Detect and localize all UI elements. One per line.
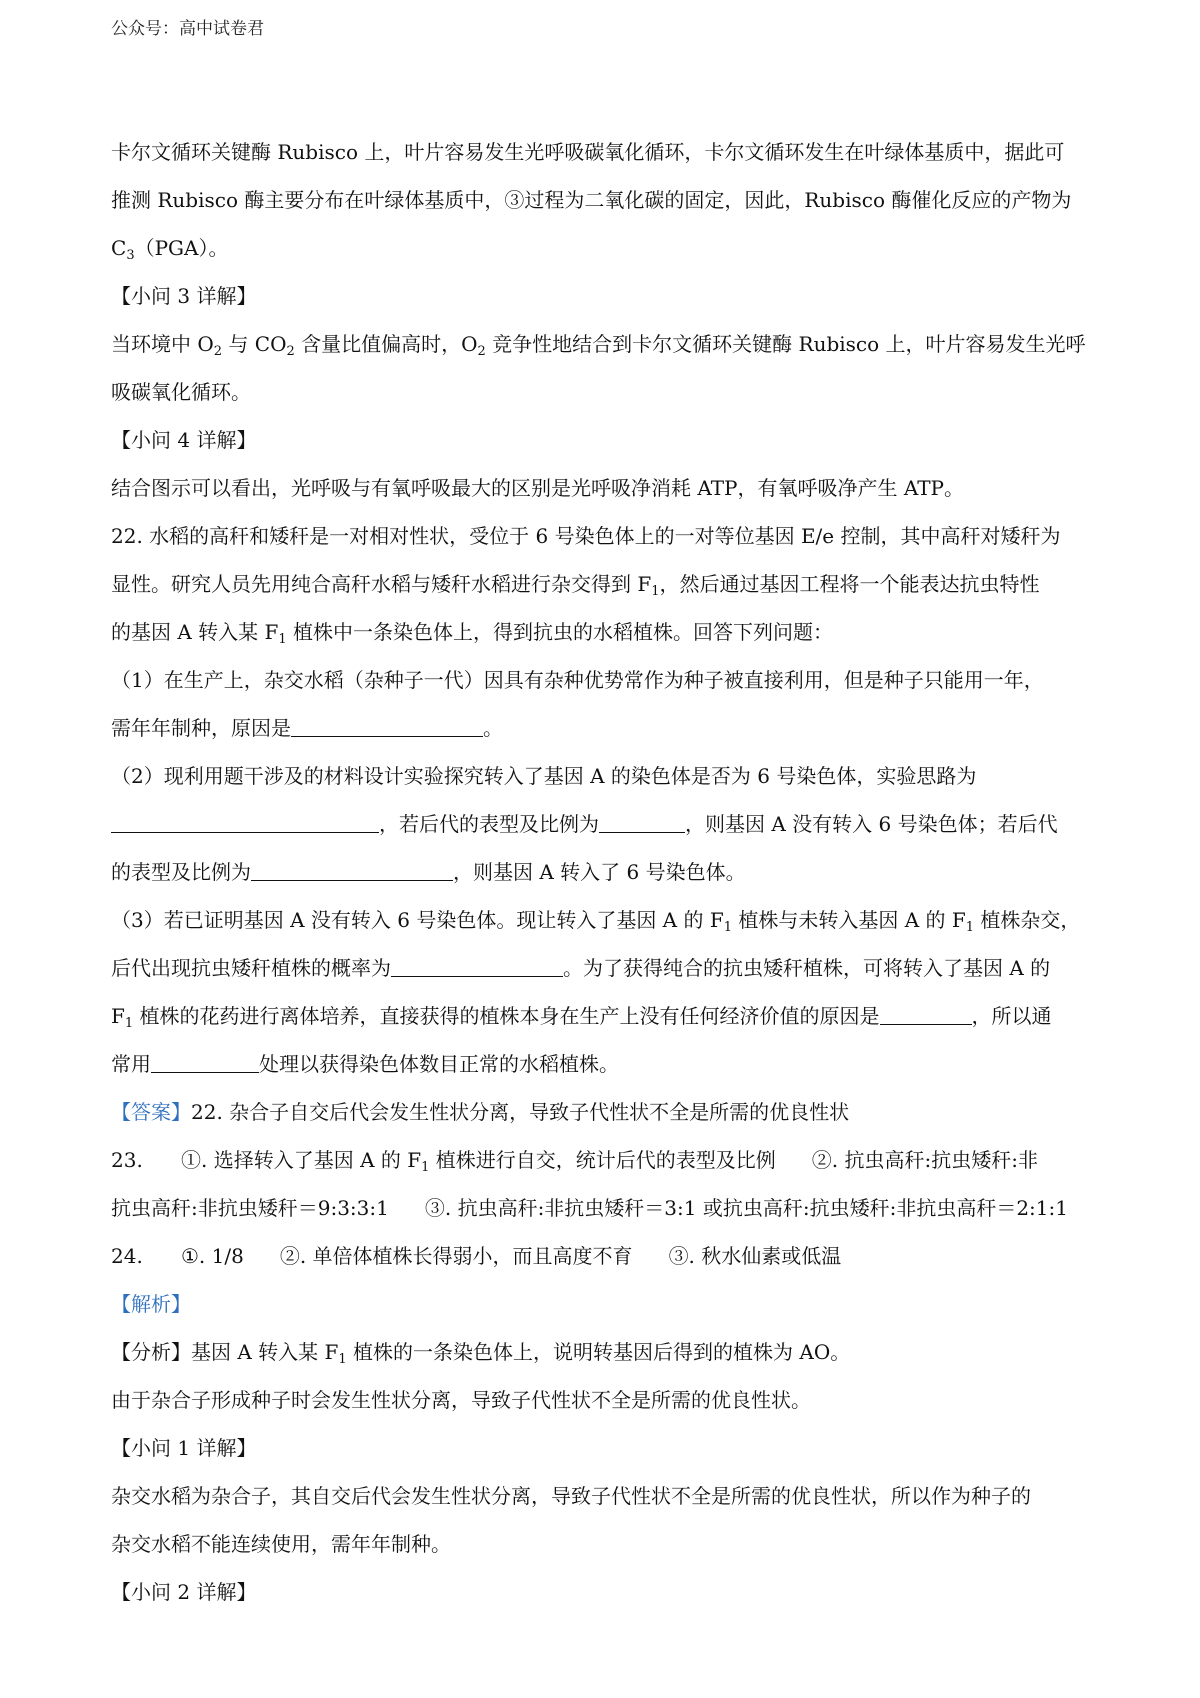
document-body: [111, 128, 1101, 1616]
text-fragment: 植株中一条染色体上，得到抗虫的水稻植株。回答下列问题：: [286, 620, 834, 644]
text-fragment: 常用: [111, 1052, 151, 1076]
subscript: 1: [965, 920, 975, 935]
text-fragment: 植株杂交，: [974, 908, 1081, 932]
text-line: 吸碳氧化循环。: [111, 380, 251, 404]
text-fragment: ，则基因 A 转入了 6 号染色体。: [453, 860, 746, 884]
text-fragment: ，所以通: [971, 1004, 1052, 1028]
answer-line: [111, 1136, 1101, 1184]
subscript: 3: [126, 248, 135, 263]
text-fragment: ②. 抗虫高秆:抗虫矮秆:非: [811, 1148, 1038, 1172]
answer-blank: [391, 954, 563, 977]
answer-number: 24.: [111, 1244, 143, 1268]
text-line: [111, 848, 1101, 896]
question-part-3: [111, 896, 1101, 944]
text-fragment: 需年年制种，原因是: [111, 716, 291, 740]
text-fragment: 显性。研究人员先用纯合高秆水稻与矮秆水稻进行杂交得到 F: [111, 572, 652, 596]
answer-blank: [151, 1050, 259, 1073]
text-line: [111, 224, 1101, 272]
text-fragment: 处理以获得染色体数目正常的水稻植株。: [259, 1052, 619, 1076]
text-fragment: 植株与未转入基因 A 的 F: [732, 908, 966, 932]
text-fragment: ，若后代的表型及比例为: [379, 812, 599, 836]
question-22-stem: 22. 水稻的高秆和矮秆是一对相对性状，受位于 6 号染色体上的一对等位基因 E/e 控制，其中高秆对矮秆为: [111, 524, 1061, 548]
text-fragment: F: [111, 1004, 125, 1028]
text-fragment: 植株进行自交，统计后代的表型及比例: [429, 1148, 776, 1172]
analysis-label: 【解析】: [111, 1292, 191, 1316]
text-fragment: 22. 杂合子自交后代会发生性状分离，导致子代性状不全是所需的优良性状: [191, 1100, 850, 1124]
text-fragment: 。: [483, 716, 503, 740]
text-fragment: C: [111, 236, 127, 260]
text-fragment: 的表型及比例为: [111, 860, 251, 884]
text-line: [111, 1328, 1101, 1376]
text-line: [111, 992, 1101, 1040]
text-line: [111, 800, 1101, 848]
subscript: 1: [421, 1160, 430, 1175]
answer-blank: [291, 714, 483, 737]
answer-blank: [251, 858, 453, 881]
text-fragment: ①. 1/8: [181, 1244, 244, 1268]
subscript: 1: [651, 584, 660, 599]
section-heading: 【小问 3 详解】: [111, 284, 257, 308]
subscript: 2: [213, 344, 223, 359]
section-heading: 【小问 4 详解】: [111, 428, 257, 452]
subscript: 1: [124, 1016, 134, 1031]
subscript: 2: [477, 344, 486, 359]
text-line: [111, 704, 1101, 752]
subscript: 1: [278, 632, 287, 647]
question-part-1: （1）在生产上，杂交水稻（杂种子一代）因具有杂种优势常作为种子被直接利用，但是种子只能用一年，: [111, 668, 1044, 692]
text-line: 卡尔文循环关键酶 Rubisco 上，叶片容易发生光呼吸碳氧化循环，卡尔文循环发生在叶绿体基质中，据此可: [111, 140, 1065, 164]
text-line: [111, 944, 1101, 992]
text-fragment: 的基因 A 转入某 F: [111, 620, 279, 644]
text-fragment: 【分析】基因 A 转入某 F: [111, 1340, 339, 1364]
subscript: 1: [338, 1352, 347, 1367]
text-line: [111, 1040, 1101, 1088]
text-line: 推测 Rubisco 酶主要分布在叶绿体基质中，③过程为二氧化碳的固定，因此，Rubisco 酶催化反应的产物为: [111, 188, 1072, 212]
text-fragment: ③. 秋水仙素或低温: [668, 1244, 842, 1268]
text-fragment: 植株的花药进行离体培养，直接获得的植株本身在生产上没有任何经济价值的原因是: [133, 1004, 880, 1028]
subscript: 1: [723, 920, 732, 935]
text-line: 杂交水稻不能连续使用，需年年制种。: [111, 1532, 451, 1556]
text-line: 结合图示可以看出，光呼吸与有氧呼吸最大的区别是光呼吸净消耗 ATP，有氧呼吸净产生 ATP。: [111, 476, 965, 500]
text-fragment: 植株的一条染色体上，说明转基因后得到的植株为 AO。: [346, 1340, 851, 1364]
text-fragment: ，则基因 A 没有转入 6 号染色体；若后代: [685, 812, 1058, 836]
text-fragment: ①. 选择转入了基因 A 的 F: [181, 1148, 422, 1172]
text-fragment: ③. 抗虫高秆:非抗虫矮秆＝3:1 或抗虫高秆:抗虫矮秆:非抗虫高秆＝2:1:1: [424, 1196, 1068, 1220]
page-header-source: 公众号：高中试卷君: [111, 19, 264, 39]
answer-blank: [599, 810, 685, 833]
answer-line: [111, 1184, 1101, 1232]
text-fragment: 抗虫高秆:非抗虫矮秆＝9:3:3:1: [111, 1196, 389, 1220]
answer-line: [111, 1088, 1101, 1136]
text-fragment: 竞争性地结合到卡尔文循环关键酶 Rubisco 上，叶片容易发生光呼: [485, 332, 1086, 356]
text-fragment: ，然后通过基因工程将一个能表达抗虫特性: [659, 572, 1040, 596]
subscript: 2: [286, 344, 295, 359]
text-fragment: 当环境中 O: [111, 332, 214, 356]
text-fragment: 后代出现抗虫矮秆植株的概率为: [111, 956, 391, 980]
text-line: [111, 608, 1101, 656]
text-line: 杂交水稻为杂合子，其自交后代会发生性状分离，导致子代性状不全是所需的优良性状，所以作为种子的: [111, 1484, 1031, 1508]
text-fragment: （3）若已证明基因 A 没有转入 6 号染色体。现让转入了基因 A 的 F: [111, 908, 724, 932]
answer-label: 【答案】: [111, 1100, 191, 1124]
answer-line: [111, 1232, 1101, 1280]
text-fragment: 与 CO: [222, 332, 287, 356]
text-fragment: 含量比值偏高时，O: [294, 332, 478, 356]
answer-blank: [111, 810, 379, 833]
text-line: [111, 560, 1101, 608]
text-line: [111, 320, 1101, 368]
text-fragment: 。为了获得纯合的抗虫矮秆植株，可将转入了基因 A 的: [563, 956, 1051, 980]
text-line: 由于杂合子形成种子时会发生性状分离，导致子代性状不全是所需的优良性状。: [111, 1388, 811, 1412]
section-heading: 【小问 1 详解】: [111, 1436, 257, 1460]
question-part-2: （2）现利用题干涉及的材料设计实验探究转入了基因 A 的染色体是否为 6 号染色体，实验思路为: [111, 764, 977, 788]
answer-number: 23.: [111, 1148, 143, 1172]
answer-blank: [880, 1002, 972, 1025]
text-fragment: （PGA）。: [134, 236, 229, 260]
text-fragment: ②. 单倍体植株长得弱小，而且高度不育: [279, 1244, 633, 1268]
section-heading: 【小问 2 详解】: [111, 1580, 257, 1604]
